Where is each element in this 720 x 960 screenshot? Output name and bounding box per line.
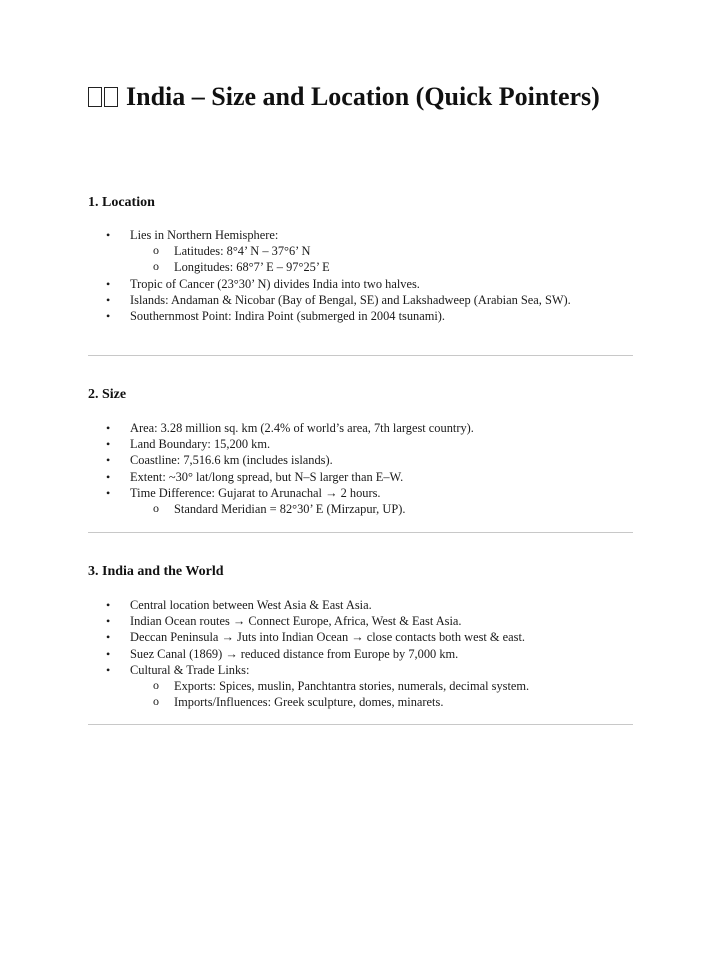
list-item: • Southernmost Point: Indira Point (submerged in 2004 tsunami). <box>106 308 646 324</box>
page-title-text: India – Size and Location (Quick Pointers) <box>126 82 600 111</box>
section-heading-india-and-world: 3. India and the World <box>88 564 224 579</box>
list-item: • Indian Ocean routes → Connect Europe, Africa, West & East Asia. <box>106 613 646 629</box>
list-item: • Coastline: 7,516.6 km (includes islands). <box>106 452 646 468</box>
section-divider <box>88 355 633 356</box>
section-divider <box>88 532 633 533</box>
list-item: • Extent: ~30° lat/long spread, but N–S larger than E–W. <box>106 469 646 485</box>
sub-list <box>130 678 646 710</box>
sub-list <box>130 501 646 517</box>
list-item: • Islands: Andaman & Nicobar (Bay of Bengal, SE) and Lakshadweep (Arabian Sea, SW). <box>106 292 646 308</box>
list-item-text: Cultural & Trade Links: <box>130 662 250 677</box>
sub-list-item: o Imports/Influences: Greek sculpture, domes, minarets. <box>130 694 646 710</box>
list-item: • Area: 3.28 million sq. km (2.4% of world’s area, 7th largest country). <box>106 420 646 436</box>
sub-list-item: o Latitudes: 8°4’ N – 37°6’ N <box>130 243 646 259</box>
section-heading-size: 2. Size <box>88 387 127 402</box>
list-item: • Central location between West Asia & East Asia. <box>106 597 646 613</box>
size-list <box>106 420 646 517</box>
sub-list-item: o Longitudes: 68°7’ E – 97°25’ E <box>130 259 646 275</box>
list-item: • Suez Canal (1869) → reduced distance from Europe by 7,000 km. <box>106 646 646 662</box>
section-divider <box>88 724 633 725</box>
list-item <box>106 227 646 276</box>
list-item <box>106 662 646 711</box>
sub-list-item: o Standard Meridian = 82°30’ E (Mirzapur, UP). <box>130 501 646 517</box>
list-item: • Land Boundary: 15,200 km. <box>106 436 646 452</box>
location-list <box>106 227 646 324</box>
india-world-list <box>106 597 646 710</box>
list-item-text: Time Difference: Gujarat to Arunachal → 2 hours. <box>130 485 381 500</box>
list-item-text: Lies in Northern Hemisphere: <box>130 228 279 242</box>
missing-glyph-icon <box>88 80 120 113</box>
section-heading-location: 1. Location <box>88 195 155 210</box>
sub-list-item: o Exports: Spices, muslin, Panchtantra stories, numerals, decimal system. <box>130 678 646 694</box>
page-title <box>88 80 648 113</box>
sub-list <box>130 243 646 275</box>
list-item <box>106 485 646 517</box>
list-item: • Deccan Peninsula → Juts into Indian Ocean → close contacts both west & east. <box>106 629 646 645</box>
list-item: • Tropic of Cancer (23°30’ N) divides India into two halves. <box>106 276 646 292</box>
